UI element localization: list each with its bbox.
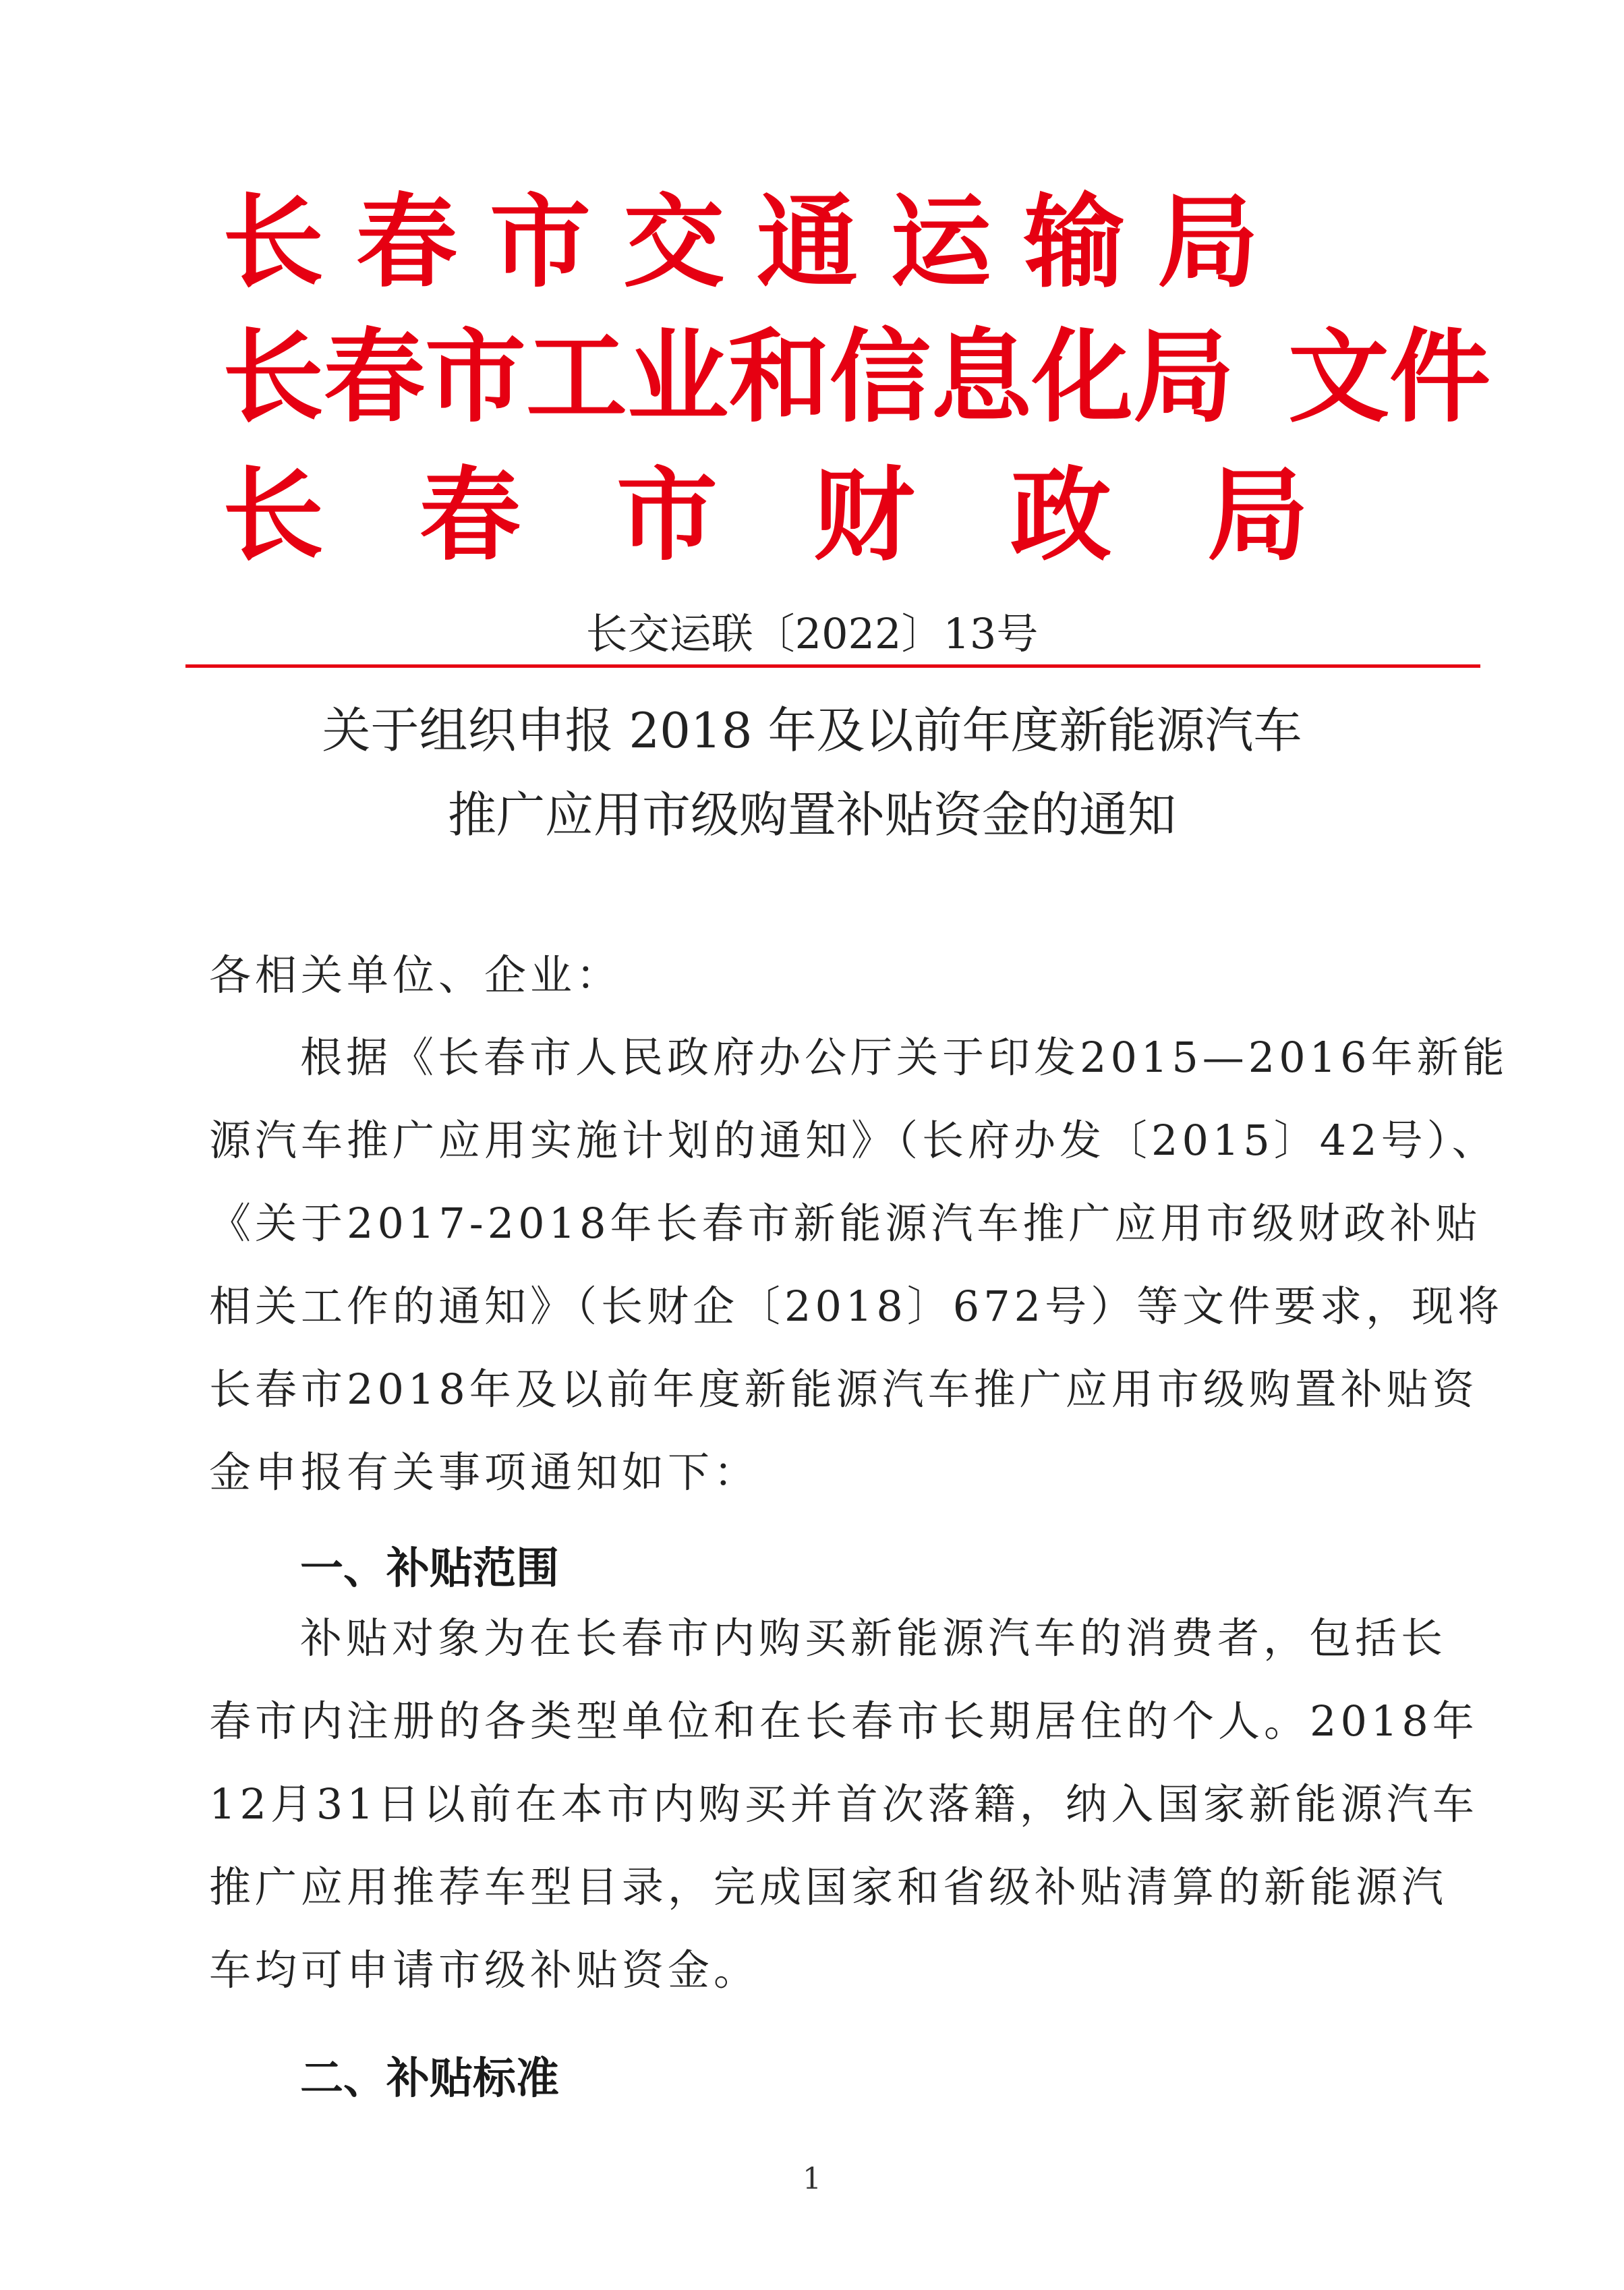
page-number: 1 bbox=[803, 2162, 821, 2196]
red-divider bbox=[185, 664, 1480, 668]
intro-line: 金申报有关事项通知如下： bbox=[209, 1448, 760, 1497]
salutation: 各相关单位、企业： bbox=[209, 950, 622, 1000]
section-heading-scope: 一、补贴范围 bbox=[300, 1544, 559, 1594]
intro-line: 源汽车推广应用实施计划的通知》（长府办发〔2015〕42号）、 bbox=[209, 1116, 1498, 1165]
section-heading-standard: 二、补贴标准 bbox=[300, 2054, 559, 2104]
scope-line: 推广应用推荐车型目录，完成国家和省级补贴清算的新能源汽 bbox=[209, 1862, 1448, 1912]
issuer-industry-it-bureau: 长春市工业和信息化局 bbox=[223, 319, 1235, 436]
intro-line: 根据《长春市人民政府办公厅关于印发2015—2016年新能 bbox=[300, 1033, 1509, 1082]
title-line-2: 推广应用市级购置补贴资金的通知 bbox=[447, 786, 1176, 843]
intro-line: 相关工作的通知》（长财企〔2018〕672号）等文件要求，现将 bbox=[209, 1282, 1504, 1331]
scope-line: 车均可申请市级补贴资金。 bbox=[209, 1945, 760, 1995]
scope-line: 12月31日以前在本市内购买并首次落籍，纳入国家新能源汽车 bbox=[209, 1779, 1478, 1829]
title-line-1: 关于组织申报 2018 年及以前年度新能源汽车 bbox=[322, 702, 1302, 759]
issuer-finance-bureau: 长春市财政局 bbox=[223, 457, 1405, 575]
intro-line: 长春市2018年及以前年度新能源汽车推广应用市级购置补贴资 bbox=[209, 1365, 1478, 1414]
scope-line: 春市内注册的各类型单位和在长春市长期居住的个人。2018年 bbox=[209, 1696, 1478, 1746]
issuer-transport-bureau: 长春市交通运输局 bbox=[223, 184, 1292, 302]
document-number: 长交运联〔2022〕13号 bbox=[585, 609, 1039, 658]
scope-line: 补贴对象为在长春市内购买新能源汽车的消费者，包括长 bbox=[300, 1613, 1447, 1663]
intro-line: 《关于2017-2018年长春市新能源汽车推广应用市级财政补贴 bbox=[209, 1199, 1482, 1248]
document-suffix: 文件 bbox=[1288, 319, 1491, 436]
